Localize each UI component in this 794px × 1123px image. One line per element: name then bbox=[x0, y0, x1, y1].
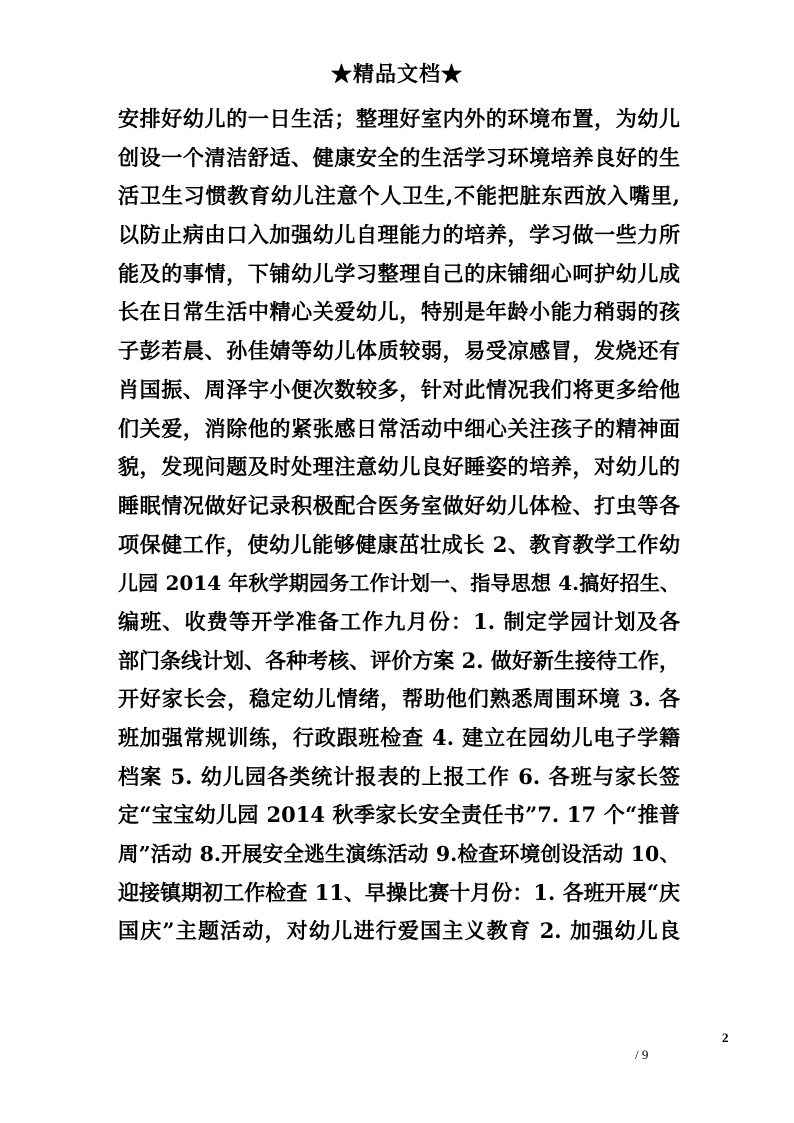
document-body bbox=[118, 100, 680, 951]
body-text-line: 以防止病由口入加强幼儿自理能力的培养，学习做一些力所 bbox=[118, 222, 680, 248]
body-text-line: 编班、收费等开学准备工作九月份：1. 制定学园计划及各 bbox=[118, 608, 680, 634]
body-text-line: 活卫生习惯教育幼儿注意个人卫生,不能把脏东西放入嘴里, bbox=[118, 183, 680, 209]
body-text-line: 睡眠情况做好记录积极配合医务室做好幼儿体检、打虫等各 bbox=[118, 492, 680, 518]
body-text-line: 子彭若晨、孙佳婧等幼儿体质较弱，易受凉感冒，发烧还有 bbox=[118, 338, 680, 364]
body-text-line: 貌，发现问题及时处理注意幼儿良好睡姿的培养，对幼儿的 bbox=[118, 454, 680, 480]
body-text-line: 迎接镇期初工作检查 11、早操比赛十月份：1. 各班开展“庆 bbox=[118, 879, 680, 905]
document-header-title: ★精品文档★ bbox=[331, 61, 463, 86]
body-text-line: 项保健工作，使幼儿能够健康茁壮成长 2、教育教学工作幼 bbox=[118, 531, 680, 557]
page-number: 2 bbox=[722, 1030, 729, 1045]
body-text-line: 长在日常生活中精心关爱幼儿，特别是年龄小能力稍弱的孩 bbox=[118, 299, 680, 325]
body-text-line: 班加强常规训练，行政跟班检查 4. 建立在园幼儿电子学籍 bbox=[118, 725, 680, 750]
body-text-line: 档案 5. 幼儿园各类统计报表的上报工作 6. 各班与家长签 bbox=[118, 763, 680, 789]
body-text-line: 创设一个清洁舒适、健康安全的生活学习环境培养良好的生 bbox=[118, 144, 680, 170]
page-total: / 9 bbox=[635, 1047, 649, 1062]
body-text-line: 们关爱，消除他的紧张感日常活动中细心关注孩子的精神面 bbox=[118, 415, 680, 441]
body-text-line: 部门条线计划、各种考核、评价方案 2. 做好新生接待工作， bbox=[118, 647, 680, 673]
body-text-line: 定“宝宝幼儿园 2014 秋季家长安全责任书”7. 17 个“推普 bbox=[118, 802, 680, 828]
body-text-line: 安排好幼儿的一日生活；整理好室内外的环境布置，为幼儿 bbox=[118, 106, 680, 131]
body-text-line: 国庆”主题活动，对幼儿进行爱国主义教育 2. 加强幼儿良 bbox=[118, 918, 680, 944]
body-text-line: 肖国振、周泽宇小便次数较多，针对此情况我们将更多给他 bbox=[118, 376, 680, 402]
body-text-line: 开好家长会，稳定幼儿情绪，帮助他们熟悉周围环境 3. 各 bbox=[118, 686, 680, 712]
body-text-line: 周”活动 8.开展安全逃生演练活动 9.检查环境创设活动 10、 bbox=[118, 842, 680, 867]
body-text-line: 儿园 2014 年秋学期园务工作计划一、指导思想 4.搞好招生、 bbox=[118, 571, 680, 596]
body-text-line: 能及的事情，下铺幼儿学习整理自己的床铺细心呵护幼儿成 bbox=[118, 260, 680, 286]
